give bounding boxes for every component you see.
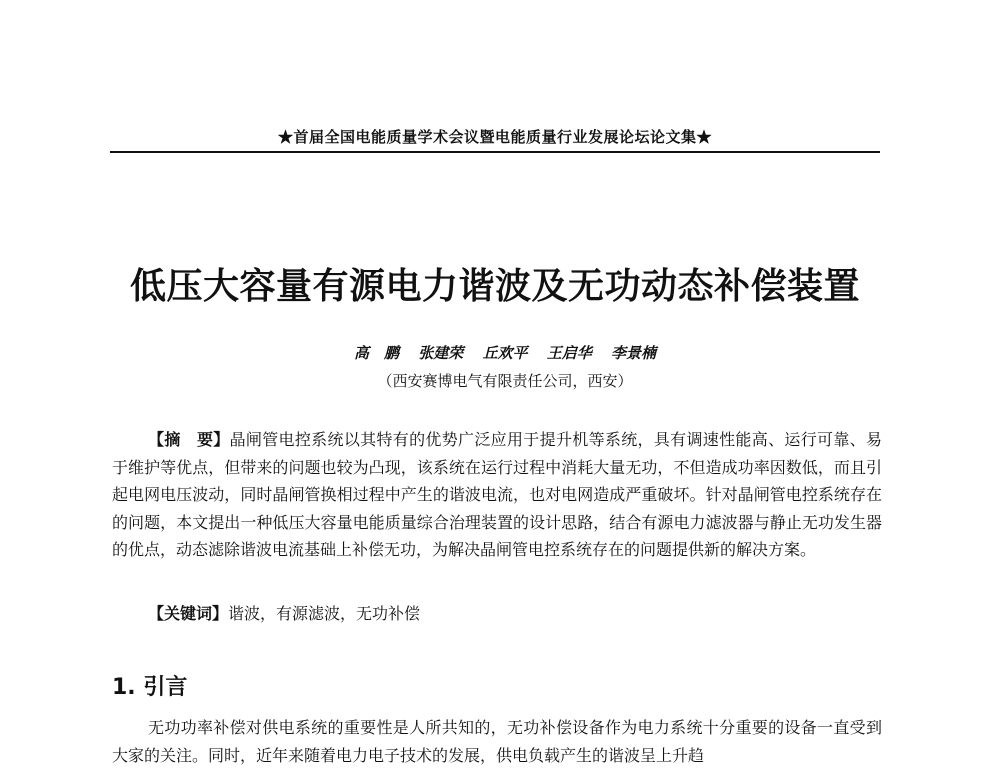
- running-header: ★首届全国电能质量学术会议暨电能质量行业发展论坛论文集★: [277, 128, 712, 146]
- author-1: 高 鹏: [353, 344, 399, 362]
- keywords-label: 【关键词】: [148, 604, 229, 623]
- author-3: 丘欢平: [482, 344, 528, 362]
- affiliation: （西安赛博电气有限责任公司，西安）: [377, 372, 633, 390]
- keywords-text: 谐波，有源滤波，无功补偿: [228, 604, 421, 623]
- paper-title: 低压大容量有源电力谐波及无功动态补偿装置: [129, 266, 860, 307]
- author-4: 王启华: [546, 344, 592, 362]
- abstract-text: 晶闸管电控系统以其特有的优势广泛应用于提升机等系统，具有调速性能高、运行可靠、易于维护等优点，但带来的问题也较为凸现，该系统在运行过程中消耗大量无功，不但造成功率因数低，而且引起电网电压波动，同时晶闸管换相过程中产生的谐波电流，也对电网造成严重破坏。针对晶闸管电控系统存在的问题，本文提出一种低压大容量电能质量综合治理装置的设计思路，结合有源电力滤波器与静止无功发生器的优点，动态滤除谐波电流基础上补偿无功，为解决晶闸管电控系统存在的问题提供新的解决方案。: [112, 430, 882, 560]
- abstract: [112, 426, 882, 564]
- header-rule: [110, 151, 880, 153]
- abstract-label: 【摘 要】: [148, 430, 230, 449]
- author-5: 李景楠: [610, 344, 656, 362]
- section-body-text: 无功功率补偿对供电系统的重要性是人所共知的，无功补偿设备作为电力系统十分重要的设备一直受到大家的关注。同时，近年来随着电力电子技术的发展，供电负载产生的谐波呈上升趋: [112, 718, 882, 765]
- section-heading: 1. 引言: [112, 675, 188, 700]
- author-2: 张建荣: [418, 344, 464, 362]
- author-list: [110, 342, 900, 363]
- keywords: [148, 601, 878, 624]
